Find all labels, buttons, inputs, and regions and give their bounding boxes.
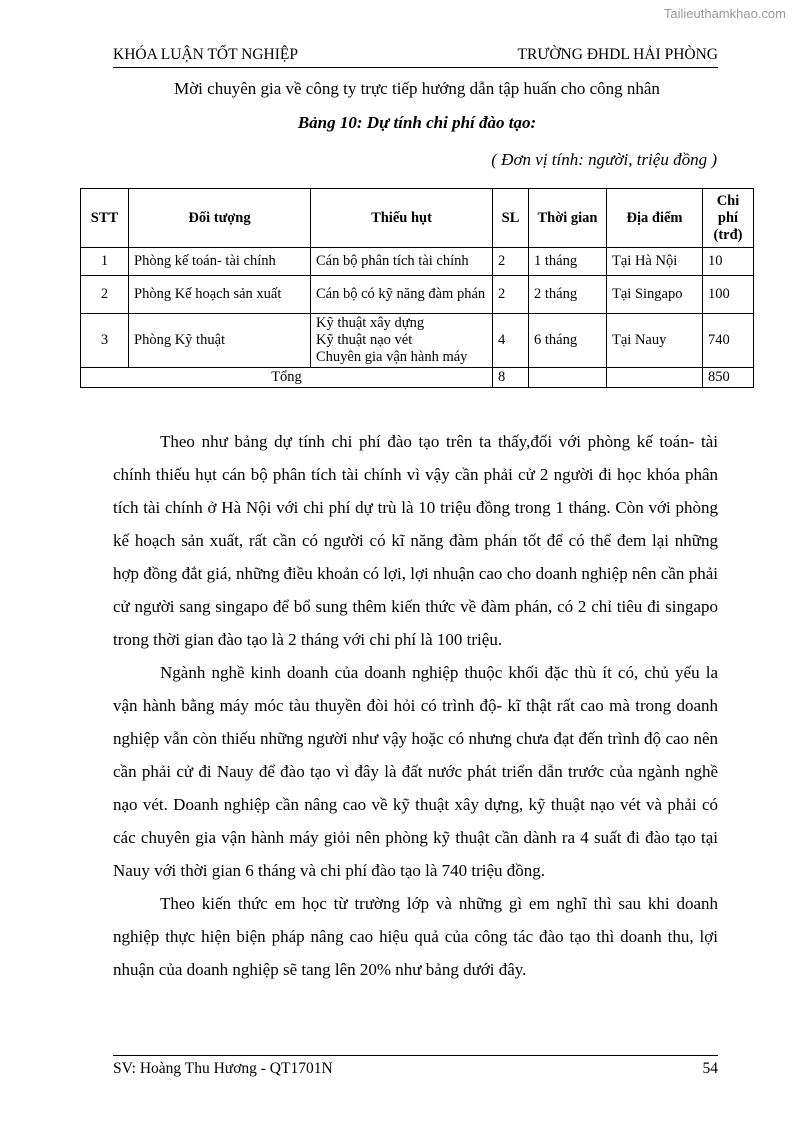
- cell-total-label: Tổng: [81, 368, 493, 388]
- col-header-doi-tuong: Đối tượng: [129, 189, 311, 248]
- cell-thieu-hut: Kỹ thuật xây dựng Kỹ thuật nạo vét Chuyên gia vận hành máy: [311, 314, 493, 368]
- cell-dia-diem: Tại Singapo: [607, 276, 703, 314]
- cell-total-thoi-gian: [529, 368, 607, 388]
- cell-thoi-gian: 1 tháng: [529, 248, 607, 276]
- unit-note: ( Đơn vị tính: người, triệu đồng ): [491, 150, 717, 169]
- header-university-label: TRƯỜNG ĐHDL HẢI PHÒNG: [517, 46, 718, 63]
- cell-sl: 4: [493, 314, 529, 368]
- intro-line: Mời chuyên gia về công ty trực tiếp hướng dẫn tập huấn cho công nhân: [174, 79, 660, 98]
- cell-doi-tuong: Phòng Kế hoạch sản xuất: [129, 276, 311, 314]
- cell-thieu-hut: Cán bộ phân tích tài chính: [311, 248, 493, 276]
- table-header-row: [81, 189, 754, 248]
- body-text: [113, 425, 718, 986]
- cell-total-sl: 8: [493, 368, 529, 388]
- cell-sl: 2: [493, 276, 529, 314]
- col-header-sl: SL: [493, 189, 529, 248]
- cell-chi-phi: 740: [703, 314, 754, 368]
- col-header-dia-diem: Địa điểm: [607, 189, 703, 248]
- page-number: 54: [702, 1060, 718, 1077]
- paragraph: Ngành nghề kinh doanh của doanh nghiệp thuộc khối đặc thù ít có, chủ yếu la vận hành bằng máy móc tàu thuyền đòi hỏi có trình độ- kĩ thật rất cao mà trong doanh nghiệp vẫn còn thiếu những người như vậy hoặc có nhưng chưa đạt đến trình độ cao nên cần phải cử đi Nauy để đào tạo vì đây là đất nước phát triển dẫn trước của ngành nghề nạo vét. Doanh nghiệp cần nâng cao về kỹ thuật xây dựng, kỹ thuật nạo vét và phải có các chuyên gia vận hành máy giỏi nên phòng kỹ thuật cần dành ra 4 suất đi đào tạo tại Nauy với thời gian 6 tháng và chi phí đào tạo là 740 triệu đồng.: [113, 663, 718, 880]
- cell-stt: 2: [81, 276, 129, 314]
- cell-doi-tuong: Phòng kế toán- tài chính: [129, 248, 311, 276]
- paragraph: Theo như bảng dự tính chi phí đào tạo trên ta thấy,đối với phòng kế toán- tài chính thiếu hụt cán bộ phân tích tài chính vì vậy cần phải cử 2 người đi học khóa phân tích tài chính ở Hà Nội với chi phí dự trù là 10 triệu đồng trong 1 tháng. Còn với phòng kế hoạch sản xuất, rất cần có người có kĩ năng đàm phán tốt để có thể đem lại những hợp đồng đắt giá, những điều khoản có lợi, lợi nhuận cao cho doanh nghiệp nên cần phải cử người sang singapo để bổ sung thêm kiến thức về đàm phán, có 2 chỉ tiêu đi singapo trong thời gian đào tạo là 2 tháng với chi phí là 100 triệu.: [113, 432, 718, 649]
- table-row: [81, 248, 754, 276]
- cell-dia-diem: Tại Hà Nội: [607, 248, 703, 276]
- cell-dia-diem: Tại Nauy: [607, 314, 703, 368]
- table-row: [81, 276, 754, 314]
- training-cost-table: [80, 188, 754, 388]
- table-title: Bảng 10: Dự tính chi phí đào tạo:: [297, 113, 537, 132]
- col-header-chi-phi: Chi phí (trđ): [703, 189, 754, 248]
- col-header-thieu-hut: Thiếu hụt: [311, 189, 493, 248]
- col-header-stt: STT: [81, 189, 129, 248]
- cell-chi-phi: 10: [703, 248, 754, 276]
- header-thesis-label: KHÓA LUẬN TỐT NGHIỆP: [113, 46, 298, 63]
- page-footer: [113, 1055, 718, 1078]
- footer-student-label: SV: Hoàng Thu Hương - QT1701N: [113, 1060, 333, 1077]
- table-total-row: [81, 368, 754, 388]
- watermark-text: Tailieuthamkhao.com: [663, 6, 786, 21]
- cell-sl: 2: [493, 248, 529, 276]
- page-header: [113, 46, 718, 68]
- cell-thoi-gian: 2 tháng: [529, 276, 607, 314]
- col-header-thoi-gian: Thời gian: [529, 189, 607, 248]
- cell-doi-tuong: Phòng Kỹ thuật: [129, 314, 311, 368]
- paragraph: Theo kiến thức em học từ trường lớp và những gì em nghĩ thì sau khi doanh nghiệp thực hiện biện pháp nâng cao hiệu quả của công tác đào tạo thì doanh thu, lợi nhuận của doanh nghiệp sẽ tang lên 20% như bảng dưới đây.: [113, 894, 718, 979]
- cell-stt: 1: [81, 248, 129, 276]
- cell-total-chi-phi: 850: [703, 368, 754, 388]
- cell-thieu-hut: Cán bộ có kỹ năng đàm phán: [311, 276, 493, 314]
- cell-thoi-gian: 6 tháng: [529, 314, 607, 368]
- cell-chi-phi: 100: [703, 276, 754, 314]
- table-row: [81, 314, 754, 368]
- cell-stt: 3: [81, 314, 129, 368]
- cell-total-dia-diem: [607, 368, 703, 388]
